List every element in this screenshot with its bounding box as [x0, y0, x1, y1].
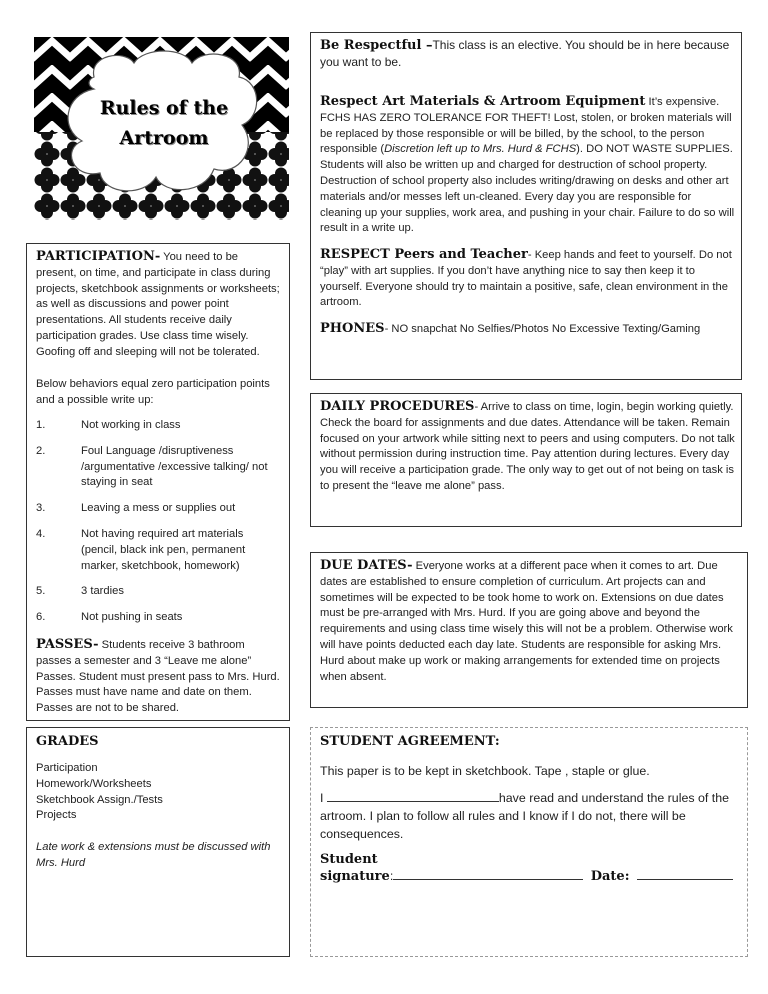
phones-text: - NO snapchat No Selfies/Photos No Excessive Texting/Gaming: [384, 323, 701, 335]
passes-paragraph: [36, 637, 281, 717]
list-item: [36, 444, 281, 491]
respectful-heading: Be Respectful –: [320, 38, 433, 53]
list-item-text: Not having required art materials (pencil, black ink pen, permanent marker, sketchbook, homework): [81, 527, 246, 572]
participation-below: Below behaviors equal zero participation points and a possible write up:: [36, 378, 270, 406]
respectful-paragraph: [320, 38, 735, 72]
phones-paragraph: [320, 321, 735, 338]
list-item-text: Not pushing in seats: [81, 611, 183, 624]
participation-box: [26, 243, 290, 721]
agreement-heading: STUDENT AGREEMENT:: [320, 734, 500, 749]
materials-text-italic: Discretion left up to Mrs. Hurd & FCHS: [384, 143, 577, 156]
name-blank[interactable]: [327, 801, 499, 802]
date-blank[interactable]: [637, 879, 733, 880]
phones-heading: PHONES: [320, 321, 385, 336]
due-paragraph: [320, 558, 741, 685]
list-item-number: 5.: [36, 585, 46, 598]
signature-area: Student signature: Date:: [320, 852, 733, 884]
materials-text-b: ). DO NOT WASTE SUPPLIES. Students will also be written up and charged for destruction of school property. Destruction of school property also includes writing/drawing on desks and other art materials and/or messes left un-cleaned. Every day you are responsible for cleaning up your supplies, work area, and pushing in your chair. Failure to do so will result in a write up.: [320, 143, 735, 235]
daily-heading: DAILY PROCEDURES: [320, 399, 475, 414]
agreement-box: [310, 727, 748, 957]
header-graphic: [34, 37, 289, 220]
list-item-text: 3 tardies: [81, 585, 124, 598]
grade-item: Projects: [36, 809, 77, 822]
signature-blank[interactable]: [393, 879, 583, 880]
due-heading: DUE DATES-: [320, 558, 413, 573]
list-item-number: 1.: [36, 419, 46, 431]
passes-heading: PASSES-: [36, 637, 99, 652]
list-item-number: 4.: [36, 527, 46, 540]
peers-paragraph: [320, 247, 735, 311]
grade-item: Homework/Worksheets: [36, 777, 152, 790]
due-text: Everyone works at a different pace when it comes to art. Due dates are established to ensure completion of curriculum. Art projects can and sometimes will be expected to be took home to work on. Extensions on due dates must be pre-arranged with Mrs. Hurd. If you are going above and beyond the requirements and using class time wisely this will not be a problem. Otherwise work will have points deducted each day late. Students are responsible for asking Mrs. Hurd about make up work or making arrangements for extended time on projects when absent.: [320, 560, 733, 683]
daily-paragraph: [320, 399, 735, 495]
materials-text-a: It’s expensive. FCHS HAS ZERO TOLERANCE FOR THEFT! Lost, stolen, or broken materials will be replaced by those responsible or will be billed, by the school, to the person responsible (: [320, 96, 732, 156]
due-dates-box: [310, 552, 748, 708]
materials-paragraph: [320, 94, 735, 237]
participation-paragraph: [36, 249, 281, 361]
daily-text: - Arrive to class on time, login, begin working quietly. Check the board for assignments and due dates. Attendance will be taken. Remain focused on your artwork while sitting next to peers and using computers. Do not talk without permission during instruction time. Pay attention during lectures. Every day you will receive a participation grade. The only way to get out of not being on task is to present the “leave me alone” pass.: [320, 401, 735, 492]
signature-label-2: signature: [320, 869, 390, 884]
header-title: Rules of the Artroom: [99, 97, 229, 149]
participation-text: You need to be present, on time, and participate in class during projects, sketchbook assignments or worksheets; as well as discussions and power point presentations. All students receive daily participation grades. Use class time wisely. Goofing off and sleeping will not be tolerated.: [36, 251, 280, 358]
grades-list: [36, 761, 163, 824]
signature-label-1: Student: [320, 852, 378, 867]
peers-text: - Keep hands and feet to yourself. Do not “play” with art supplies. If you don’t have anything nice to say then keep it to yourself. Everyone should try to maintain a positive, safe, clean environment in the artroom.: [320, 249, 732, 309]
grades-heading: GRADES: [36, 734, 99, 749]
rules-box: [310, 32, 742, 380]
list-item-text: Not working in class: [81, 419, 181, 431]
date-label: Date:: [590, 869, 630, 884]
list-item-number: 3.: [36, 502, 46, 515]
behavior-list: [36, 418, 281, 636]
agreement-line1: This paper is to be kept in sketchbook. Tape , staple or glue.: [320, 764, 650, 778]
daily-box: [310, 393, 742, 527]
grade-item: Sketchbook Assign./Tests: [36, 793, 163, 806]
grades-box: [26, 727, 290, 957]
grade-item: Participation: [36, 762, 98, 774]
list-item-number: 2.: [36, 444, 46, 457]
list-item: [36, 501, 281, 517]
materials-heading: Respect Art Materials & Artroom Equipment: [320, 94, 646, 109]
peers-heading: RESPECT Peers and Teacher: [320, 247, 528, 262]
agreement-i: I: [320, 791, 327, 805]
list-item: [36, 610, 281, 626]
passes-text: Students receive 3 bathroom passes a semester and 3 “Leave me alone” Passes. Student must present pass to Mrs. Hurd. Passes must have name and date on them. Passes are not to be shared.: [36, 639, 280, 715]
list-item: [36, 527, 281, 574]
agreement-text: have read and understand the rules of the artroom. I plan to follow all rules and I know if I do not, there will be consequences.: [320, 791, 729, 841]
respectful-text: This class is an elective. You should be in here because you want to be.: [320, 38, 730, 69]
list-item-text: Leaving a mess or supplies out: [81, 502, 236, 515]
list-item-text: Foul Language /disruptiveness /argumentative /excessive talking/ not staying in seat: [81, 444, 268, 489]
list-item: [36, 418, 281, 434]
participation-heading: PARTICIPATION-: [36, 249, 161, 264]
list-item-number: 6.: [36, 611, 46, 624]
grades-note: Late work & extensions must be discussed with Mrs. Hurd: [36, 841, 271, 869]
list-item: [36, 584, 281, 600]
agreement-statement: [320, 789, 741, 843]
